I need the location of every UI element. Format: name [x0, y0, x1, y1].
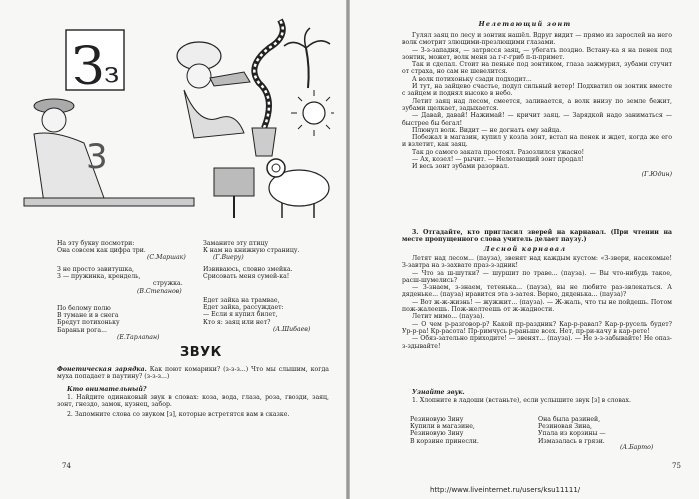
poem-line: Резиновую Зину: [410, 430, 464, 438]
right-task-3: 3. Отгадайте, кто пригласил зверей на карнавал. (При чтении на месте пропущенного слова учитель делает паузу.): [402, 229, 672, 244]
poem-marshak: [57, 240, 186, 262]
poem-author: (В.Степанов): [137, 287, 182, 295]
poem-line: стружка.: [153, 280, 183, 288]
poem-line: На эту букву посмотри:: [57, 240, 135, 247]
carnival-paragraph: — Вот ж-ж-жизнь! — жужжит... (пауза). — Ж-жаль, что ты не пойдешь. Потом пож-жалеешь. Пож-желтеешь от ж-жадности.: [402, 298, 672, 314]
story-paragraph: Гулял заяц по лесу и зонтик нашёл. Вдруг видит — прямо из зарослей на него волк смотрит злющими-презлющими глазами.: [402, 32, 672, 47]
carnival-paragraph: Летят над лесом... (пауза), звенят над каждым кустом: «З-звери, насекомые! З-завтра на з-захвате праз-з-здник!: [402, 255, 672, 270]
carnival-paragraph: — Обяз-зательно приходите! — звенят... (пауза). — Не з-з-забывайте! Не опаз-з-здывайте!: [402, 335, 672, 350]
story-paragraph: Летит заяц над лесом, смеется, заливается, а волк внизу по земле бежит, зубами щелкает, задыхается.: [402, 97, 672, 112]
carnival-paragraph: — З-знаем, з-знаем, тетенька... (пауза), вы не любите раз-звлекаться. А дяденьке... (пауза) нравится эта з-затея. Верно, дяденька... (пауза)?: [402, 284, 672, 299]
carnival-paragraph: Летит мимо... (пауза).: [412, 313, 485, 321]
barto-poem-right: [538, 416, 606, 445]
story-text: [402, 32, 672, 178]
carnival-text: [402, 255, 672, 350]
poem-shibaev: [203, 297, 310, 333]
story-paragraph: — Ах, козел! — рычит. — Нелетающий зонт продал!: [412, 156, 584, 164]
story-paragraph: И весь зонт зубами разорвал.: [412, 163, 510, 171]
story-paragraph: — Давай, давай! Нажимай! — кричит заяц. — Зарядкой надо заниматься — быстрее бы бегал!: [402, 112, 672, 127]
story-title: Нелетающий зонт: [478, 20, 572, 28]
story-paragraph: Побежал в магазин, купил у козла зонт, встал на пенек и ждет, когда же его и взлетит, как заяц.: [402, 134, 672, 149]
learn-sound-heading: Узнайте звук.: [412, 389, 465, 396]
right-page: [350, 0, 699, 499]
left-page: [0, 0, 346, 499]
poem-line: Купили в магазине,: [410, 423, 475, 431]
story-paragraph: А волк потихоньку сзади подходит...: [412, 75, 532, 83]
story-paragraph: Так и сделал. Стоит на пеньке под зонтиком, глаза зажмурил, зубами стучит от страха, но сам не шевелится.: [402, 61, 672, 76]
poem-line: Она была разиней,: [538, 416, 601, 423]
story-paragraph: — З-з-западня, — затрясся заяц, — убегать поздно. Встану-ка я на пенек под зонтик, может, волк меня за г-г-гриб п-п-примет.: [402, 46, 672, 61]
story-author: (Г.Юдин): [641, 170, 672, 178]
poem-line: Резиновая Зина,: [538, 423, 592, 431]
right-task-1: 1. Хлопните в ладоши (встаньте), если услышите звук [з] в словах.: [412, 397, 631, 404]
carnival-title: Лесной карнавал: [483, 245, 567, 253]
letter-capital-z: З: [72, 37, 105, 97]
poem-line: В корзине принесли.: [410, 437, 479, 445]
story-paragraph: И тут, на зайцево счастье, подул сильный ветер! Подхватил он зонтик вместе с зайцем и поднял высоко в небо.: [402, 83, 672, 98]
left-task-1: 1. Найдите одинаковый звук в словах: коза, вода, глаза, роза, гвозди, заяц, зонт, гнездо, замок, кузнец, забор.: [57, 394, 329, 409]
poem-line: По белому полю: [57, 305, 111, 312]
warmup-label: Фонетическая зарядка.: [57, 366, 147, 373]
watermark-url: http://www.liveinternet.ru/users/ksu11111/: [430, 486, 581, 494]
poem-author: (С.Маршак): [147, 254, 186, 262]
poem-line: Бредут потихоньку: [57, 319, 120, 327]
page-number-right: 75: [672, 462, 681, 470]
poem-line: З не просто завитушка,: [57, 266, 134, 273]
warmup-paragraph: [57, 366, 329, 381]
letter-small-z: з: [104, 56, 120, 89]
page-number-left: 74: [62, 462, 71, 470]
poem-vieru: [203, 240, 299, 262]
poem-line: З — пружинка, крендель,: [57, 273, 141, 281]
barto-poem-left: [410, 416, 479, 445]
poem-line: Бараньи рога...: [57, 326, 107, 334]
letter-z-figure: 3: [86, 137, 108, 177]
poem-author: (Г.Виеру): [213, 254, 244, 262]
carnival-paragraph: — О чем р-разговор-р? Какой пр-раздник? Кар-р-равал? Кар-р-русель будет? Ур-р-ра! Кр-расота! Пр-римчусь р-раньше всех. Нет, пр-ри-качу в кар-рете!: [402, 320, 672, 335]
section-heading-zvuk: ЗВУК: [180, 345, 222, 360]
poem-line: К нам на книжную страницу.: [203, 247, 300, 255]
poem-line: Резиновую Зину: [410, 416, 464, 423]
warmup-text: Как поют комарики? (з-з-з...) Что мы слышим, когда муха попадает в паутину? (з-з-з...): [57, 366, 329, 381]
poem-snake: [203, 266, 293, 280]
poem-tarlapan: [57, 305, 159, 341]
vise-icon: [214, 168, 254, 196]
poem-line: Упала из корзины —: [538, 430, 606, 438]
sun-icon: [303, 102, 325, 124]
poem-line: Едет зайка, рассуждает:: [203, 304, 284, 312]
flute-icon: [210, 72, 250, 86]
poem-line: Кто я: заяц или нет?: [203, 318, 271, 326]
carnival-paragraph: — Что за ш-шутки? — шуршит по траве... (пауза). — Вы что-нибудь такое, расш-шумелись?: [402, 269, 672, 284]
left-task-2: 2. Запомните слова со звуком [з], которые встретятся вам в сказке.: [67, 411, 290, 418]
poem-stepanov: [57, 266, 183, 295]
poem-line: — Если я купил билет,: [203, 311, 278, 319]
story-paragraph: Плюнул волк. Видит — не догнать ему зайца.: [412, 126, 562, 134]
attention-heading: Кто внимательный?: [67, 386, 147, 393]
poem-line: В тумане и в снега: [57, 312, 119, 320]
poem-line: Она совсем как цифра три.: [57, 247, 146, 255]
poem-author: (Е.Тарлапан): [117, 333, 160, 341]
poem-line: Измазалась в грязи.: [538, 437, 605, 445]
poem-line: Срисовать меня сумей-ка!: [203, 273, 290, 281]
story-paragraph: Так до самого заката простоял. Разозлился ужасно!: [412, 148, 585, 156]
poem-line: Извиваюсь, словно змейка.: [203, 266, 293, 273]
poem-author: (А.Шибаев): [273, 325, 311, 333]
snake-icon: [254, 20, 282, 128]
barto-author: (А.Барто): [620, 444, 654, 451]
poem-line: Едет зайка на трамвае,: [203, 297, 280, 304]
letter-z-illustration: [14, 8, 334, 223]
poem-line: Заманите эту птицу: [203, 240, 269, 247]
